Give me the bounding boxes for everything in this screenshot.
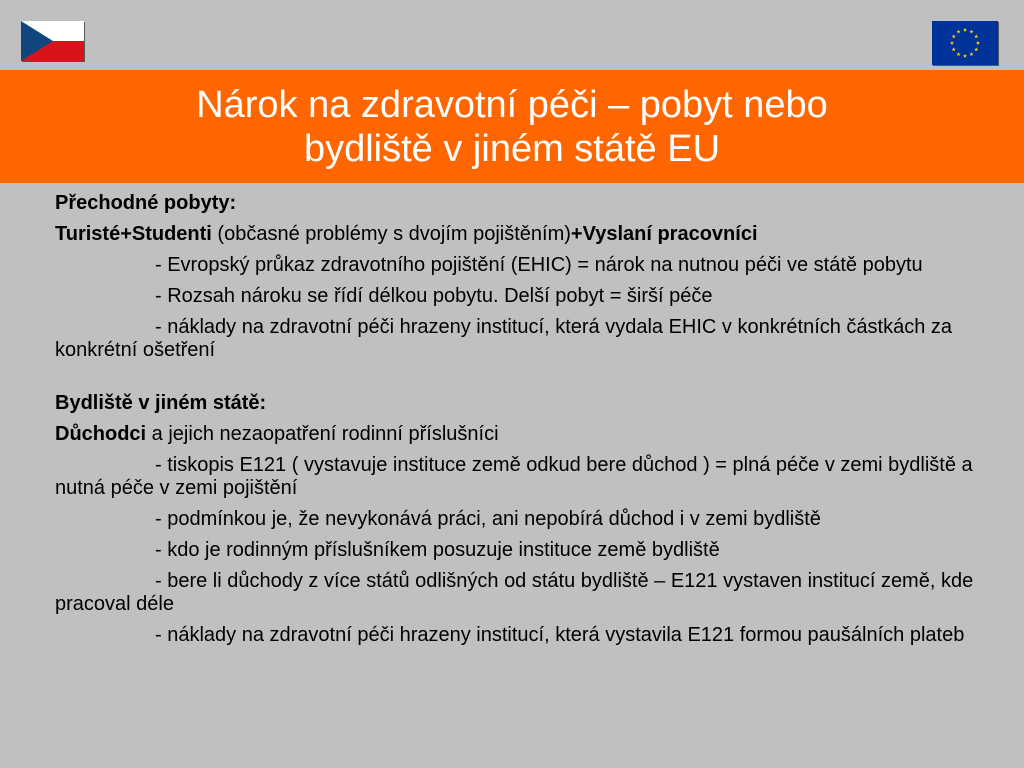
list-item: - Rozsah nároku se řídí délkou pobytu. Delší pobyt = širší péče [155,285,713,307]
double-insurance-note: (občasné problémy s dvojím pojištěním) [211,223,571,245]
posted-workers-label: +Vyslaní pracovníci [570,223,758,245]
eu-flag-icon [932,21,998,65]
dependents-note: a jejich nezaopatření rodinní příslušníci [146,423,499,445]
list-item: - podmínkou je, že nevykonává práci, ani nepobírá důchod i v zemi bydliště [155,508,821,530]
pensioners-label: Důchodci [55,423,147,445]
list-item: - bere li důchody z více států odlišných od státu bydliště – E121 vystaven institucí země, kde pracoval déle [55,570,974,615]
slide-content [55,192,985,655]
list-item: - Evropský průkaz zdravotního pojištění (EHIC) = nárok na nutnou péči ve státě pobytu [155,254,923,276]
czech-flag-icon [21,21,84,61]
slide-title: Nárok na zdravotní péči – pobyt nebo bydliště v jiném státě EU [196,83,828,170]
section2-heading: Bydliště v jiném státě: [55,392,267,414]
header-bar [0,0,1024,70]
list-item: - tiskopis E121 ( vystavuje instituce země odkud bere důchod ) = plná péče v zemi bydliště a nutná péče v zemi pojištění [55,454,973,499]
list-item: - kdo je rodinným příslušníkem posuzuje instituce země bydliště [155,539,720,561]
section1-subheading [55,223,985,246]
section1-heading: Přechodné pobyty: [55,192,237,214]
list-item: - náklady na zdravotní péči hrazeny institucí, která vystavila E121 formou paušálních plateb [155,624,965,646]
list-item: - náklady na zdravotní péči hrazeny institucí, která vydala EHIC v konkrétních částkách za konkrétní ošetření [55,316,953,361]
section2-subheading [55,423,985,446]
title-band [0,70,1024,183]
tourists-students-label: Turisté+Studenti [55,223,212,245]
